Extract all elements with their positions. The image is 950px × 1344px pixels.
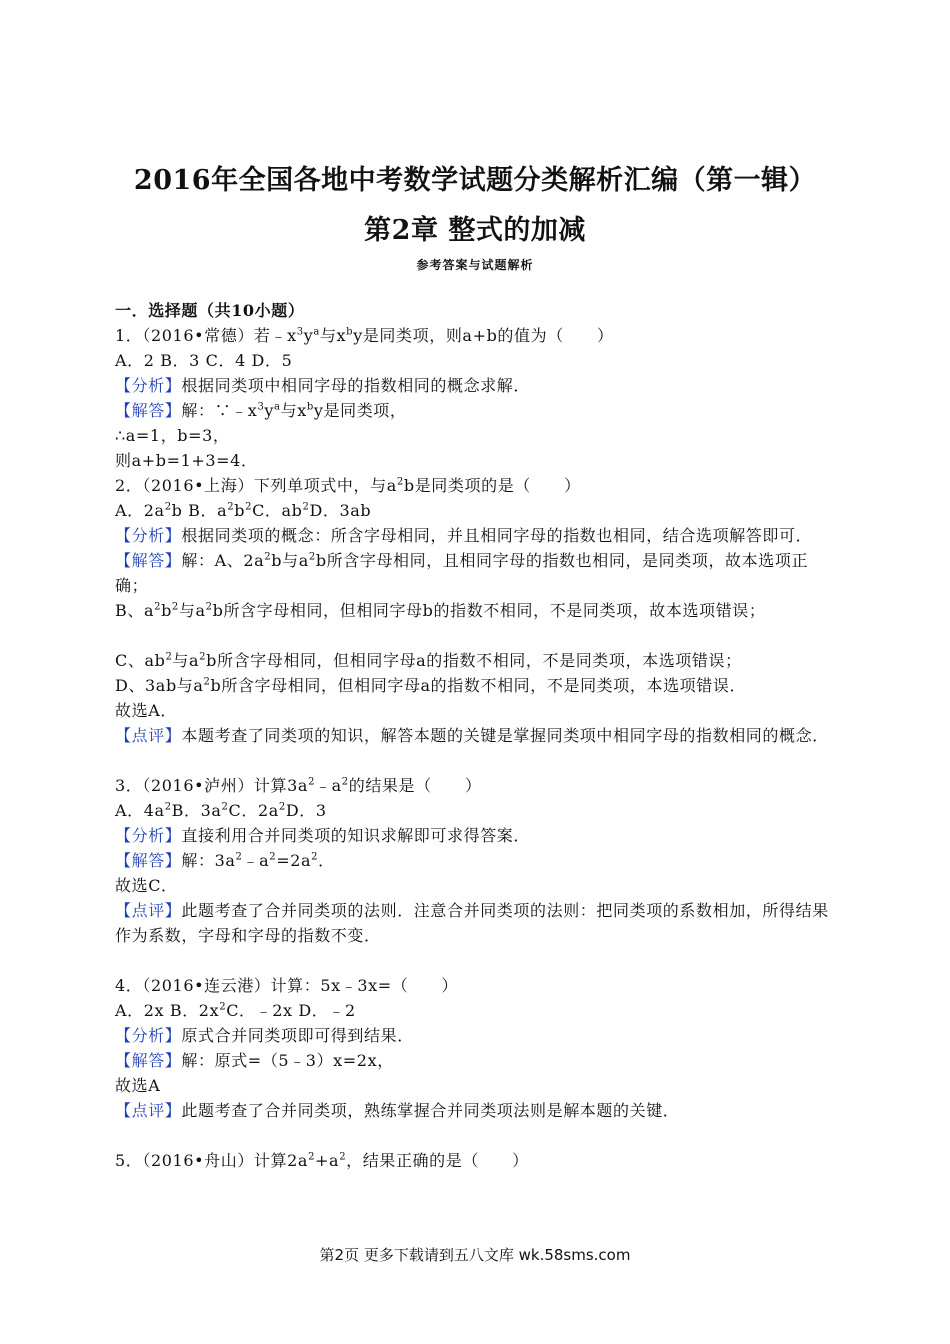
question-4-comment: 【点评】此题考查了合并同类项，熟练掌握合并同类项法则是解本题的关键． (115, 1101, 680, 1120)
question-3-solution: 【解答】解：$3a^2﹣a^2=2a^2$． (115, 851, 335, 870)
solution-tag: 【解答】 (115, 1051, 182, 1070)
comment-tag: 【点评】 (115, 726, 182, 745)
question-1-options: A．2 B．3 C．4 D．5 (115, 351, 293, 370)
question-5: 5．（2016•舟山）计算$2a^2+a^2$，结果正确的是（ ） (115, 1151, 529, 1170)
question-1: 1．（2016•常德）若$﹣x^3y^a$与$x^by$是同类项，则a+b的值为（ ） (115, 326, 614, 345)
question-3-choice: 故选C． (115, 876, 178, 895)
section-heading: 一．选择题（共10小题） (115, 301, 305, 320)
solution-tag: 【解答】 (115, 401, 182, 420)
question-2-analysis: 【分析】根据同类项的概念：所含字母相同，并且相同字母的指数也相同，结合选项解答即可． (115, 526, 813, 545)
question-1-solution-line: ∴a=1，b=3， (115, 426, 230, 445)
question-2-options: A．$2a^2b$ B．$a^2b^2C$．$ab^2D$．3ab (115, 501, 372, 520)
analysis-tag: 【分析】 (115, 526, 182, 545)
question-2-choice: 故选A． (115, 701, 177, 720)
question-2: 2．（2016•上海）下列单项式中，与$a^2b$是同类项的是（ ） (115, 476, 581, 495)
document-title: 2016年全国各地中考数学试题分类解析汇编（第一辑） (133, 165, 817, 196)
question-2-comment: 【点评】本题考查了同类项的知识，解答本题的关键是掌握同类项中相同字母的指数相同的概念． (115, 726, 829, 745)
question-4-choice: 故选A (115, 1076, 161, 1095)
analysis-tag: 【分析】 (115, 1026, 182, 1045)
comment-tag: 【点评】 (115, 1101, 182, 1120)
comment-tag: 【点评】 (115, 901, 182, 920)
question-1-analysis: 【分析】根据同类项中相同字母的指数相同的概念求解． (115, 376, 531, 395)
question-4-analysis: 【分析】原式合并同类项即可得到结果． (115, 1026, 414, 1045)
question-3: 3．（2016•泸州）计算$3a^2﹣a^2$的结果是（ ） (115, 776, 482, 795)
question-4-solution: 【解答】解：原式=（5﹣3）x=2x， (115, 1051, 394, 1070)
question-1-solution-line: 则a+b=1+3=4． (115, 451, 258, 470)
question-4: 4．（2016•连云港）计算：5x﹣3x=（ ） (115, 976, 459, 995)
document-subtitle: 参考答案与试题解析 (416, 258, 534, 272)
solution-tag: 【解答】 (115, 851, 182, 870)
question-3-analysis: 【分析】直接利用合并同类项的知识求解即可求得答案． (115, 826, 531, 845)
question-3-comment: 【点评】此题考查了合并同类项的法则．注意合并同类项的法则：把同类项的系数相加，所得结果作为系数，字母和字母的指数不变． (115, 901, 829, 945)
question-2-solution-c: C、$ab^2$与$a^2b$所含字母相同，但相同字母a的指数不相同，不是同类项，本选项错误； (115, 651, 742, 670)
page-footer: 第2页 更多下载请到五八文库 wk.58sms.com (319, 1246, 631, 1264)
analysis-tag: 【分析】 (115, 376, 182, 395)
question-2-solution: 【解答】解：A、$2a^2b$与$a^2b$所含字母相同，且相同字母的指数也相同，是同类项，故本选项正确； (115, 551, 809, 595)
question-2-solution-b: B、$a^2b^2$与$a^2b$所含字母相同，但相同字母b的指数不相同，不是同类项，故本选项错误； (115, 601, 766, 620)
question-3-options: A．$4a^2B$．$3a^2C$．$2a^2D$．3 (115, 801, 327, 820)
question-4-options: A．2x B．$2x^2C$．﹣2x D．﹣2 (115, 1001, 356, 1020)
document-body (115, 298, 835, 1173)
analysis-tag: 【分析】 (115, 826, 182, 845)
solution-tag: 【解答】 (115, 551, 182, 570)
question-1-solution: 【解答】解：$\because﹣x^3y^a$与$x^by$是同类项， (115, 401, 407, 420)
chapter-title: 第2章 整式的加减 (364, 215, 586, 246)
question-2-solution-d: D、3ab与$a^2b$所含字母相同，但相同字母a的指数不相同，不是同类项，本选项错误． (115, 676, 747, 695)
